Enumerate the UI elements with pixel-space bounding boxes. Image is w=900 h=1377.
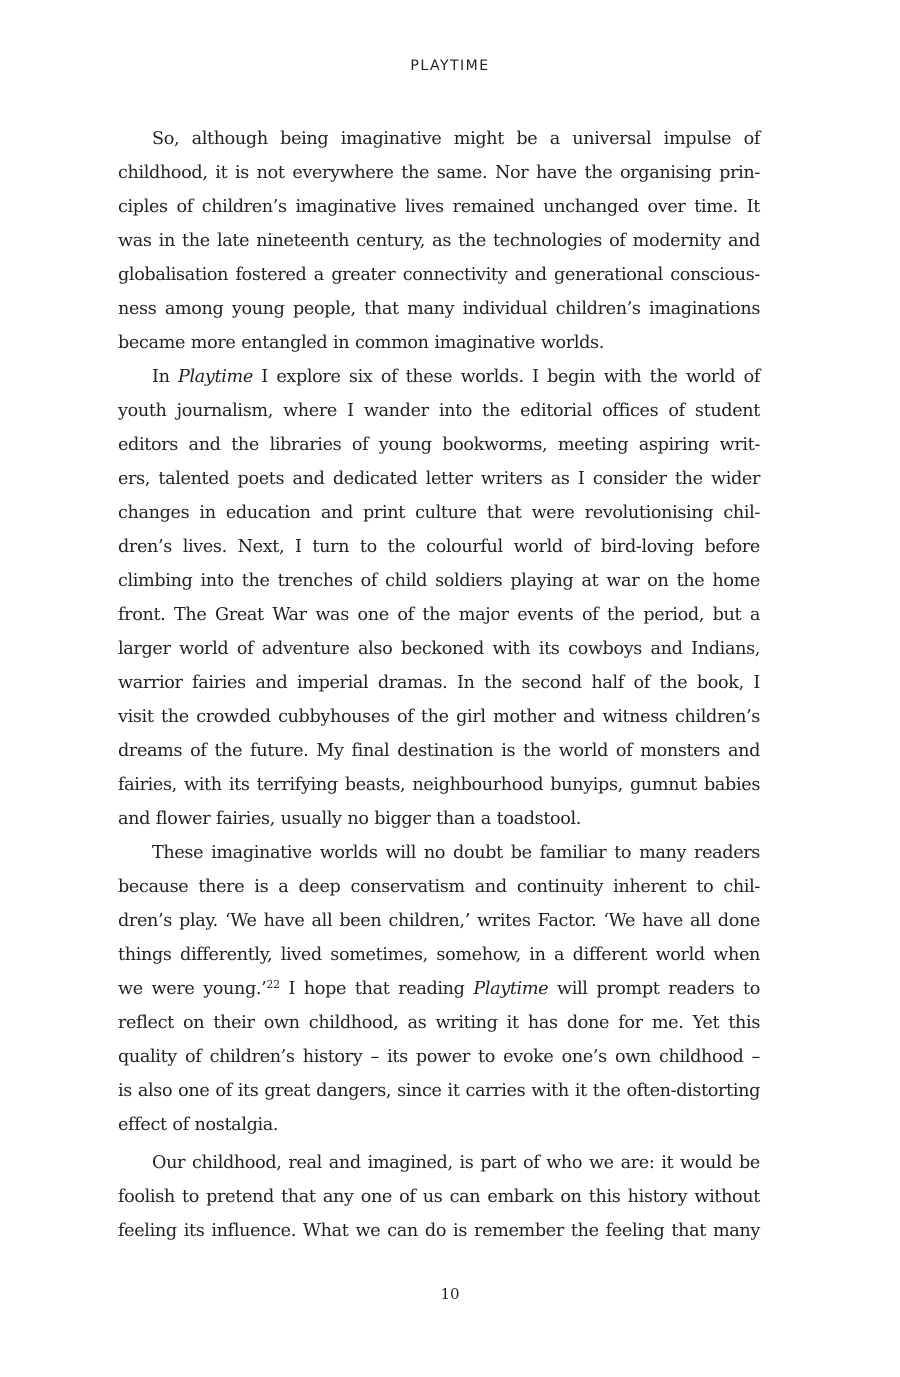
text-line: changes in education and print culture that were revolutionising chil- bbox=[118, 503, 760, 523]
text-line: larger world of adventure also beckoned with its cowboys and Indians, bbox=[118, 639, 760, 659]
text-line: things differently, lived sometimes, somehow, in a different world when bbox=[118, 945, 760, 965]
text-line: So, although being imaginative might be a universal impulse of bbox=[152, 129, 760, 149]
text-line: These imaginative worlds will no doubt be familiar to many readers bbox=[152, 843, 760, 863]
text-line: feeling its influence. What we can do is remember the feeling that many bbox=[118, 1221, 760, 1241]
text-line: is also one of its great dangers, since it carries with it the often-distorting bbox=[118, 1081, 760, 1101]
text-line: dren’s play. ‘We have all been children,’ writes Factor. ‘We have all done bbox=[118, 911, 760, 931]
footnote-reference: 22 bbox=[266, 978, 280, 991]
text-line: dreams of the future. My final destination is the world of monsters and bbox=[118, 741, 760, 761]
text-run: In bbox=[152, 367, 178, 387]
book-title-italic: Playtime bbox=[178, 367, 253, 387]
running-head: PLAYTIME bbox=[410, 58, 490, 74]
paragraph-3 bbox=[118, 836, 760, 1142]
text-line: ers, talented poets and dedicated letter writers as I consider the wider bbox=[118, 469, 760, 489]
text-line: dren’s lives. Next, I turn to the colourful world of bird-loving before bbox=[118, 537, 760, 557]
text-line: foolish to pretend that any one of us can embark on this history without bbox=[118, 1187, 760, 1207]
text-run: will prompt readers to bbox=[548, 979, 760, 999]
text-line: globalisation fostered a greater connectivity and generational conscious- bbox=[118, 265, 760, 285]
text-line: Our childhood, real and imagined, is part of who we are: it would be bbox=[152, 1153, 760, 1173]
text-run: I hope that reading bbox=[279, 979, 474, 999]
text-line: and flower fairies, usually no bigger than a toadstool. bbox=[118, 809, 582, 829]
text-line: ness among young people, that many individual children’s imaginations bbox=[118, 299, 760, 319]
page-number: 10 bbox=[440, 1285, 460, 1303]
text-line: childhood, it is not everywhere the same. Nor have the organising prin- bbox=[118, 163, 760, 183]
text-line: was in the late nineteenth century, as the technologies of modernity and bbox=[118, 231, 760, 251]
text-line: became more entangled in common imaginative worlds. bbox=[118, 333, 604, 353]
text-line: ciples of children’s imaginative lives remained unchanged over time. It bbox=[118, 197, 760, 217]
text-line bbox=[118, 972, 760, 1006]
paragraph-2 bbox=[118, 360, 760, 836]
text-run: I explore six of these worlds. I begin with the world of bbox=[252, 367, 760, 387]
book-title-italic: Playtime bbox=[473, 979, 549, 999]
paragraph-4 bbox=[118, 1146, 760, 1248]
text-line: reflect on their own childhood, as writing it has done for me. Yet this bbox=[118, 1013, 760, 1033]
text-line: because there is a deep conservatism and continuity inherent to chil- bbox=[118, 877, 760, 897]
paragraph-1 bbox=[118, 122, 760, 360]
text-run: we were young.’ bbox=[118, 979, 267, 999]
text-line: effect of nostalgia. bbox=[118, 1115, 279, 1135]
text-line: editors and the libraries of young bookworms, meeting aspiring writ- bbox=[118, 435, 760, 455]
body-text bbox=[118, 122, 760, 1248]
text-line: fairies, with its terrifying beasts, neighbourhood bunyips, gumnut babies bbox=[118, 775, 760, 795]
text-line bbox=[118, 360, 760, 394]
text-line: climbing into the trenches of child soldiers playing at war on the home bbox=[118, 571, 760, 591]
text-line: visit the crowded cubbyhouses of the girl mother and witness children’s bbox=[118, 707, 760, 727]
text-line: warrior fairies and imperial dramas. In the second half of the book, I bbox=[118, 673, 760, 693]
text-line: front. The Great War was one of the major events of the period, but a bbox=[118, 605, 760, 625]
text-line: quality of children’s history – its power to evoke one’s own childhood – bbox=[118, 1047, 760, 1067]
text-line: youth journalism, where I wander into the editorial offices of student bbox=[118, 401, 760, 421]
